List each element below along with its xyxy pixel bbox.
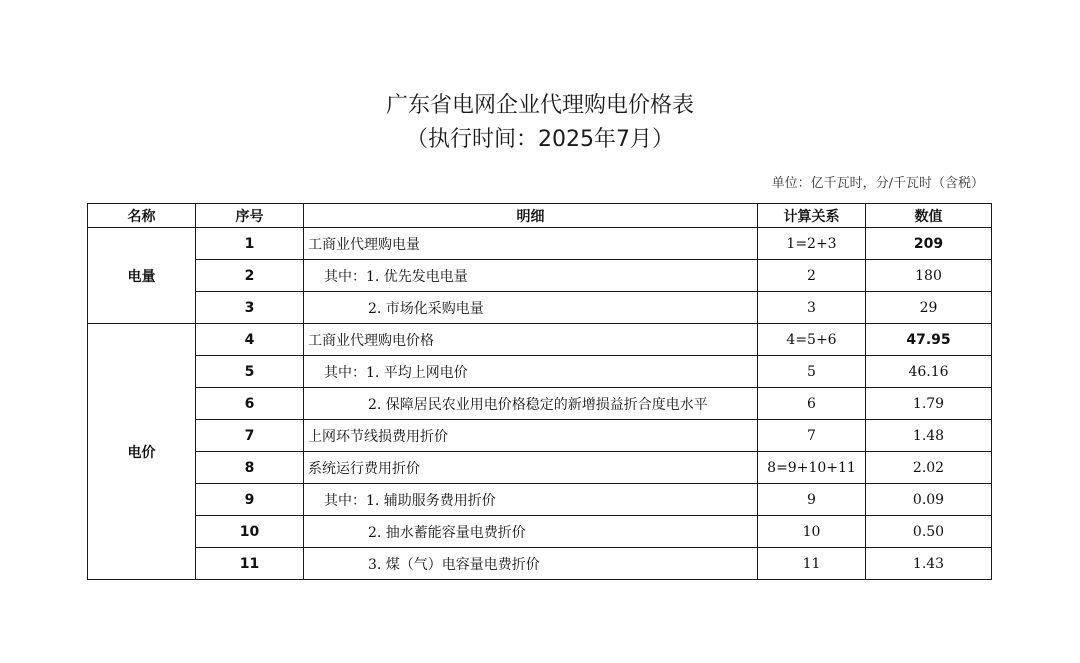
row-seq: 5 [196, 356, 304, 388]
page-subtitle: （执行时间：2025年7月） [406, 127, 674, 152]
unit-note: 单位：亿千瓦时，分/千瓦时（含税） [771, 176, 984, 191]
header-detail: 明细 [304, 204, 758, 228]
table-row [88, 452, 992, 484]
table-row [88, 292, 992, 324]
row-calc: 7 [758, 420, 866, 452]
row-value: 2.02 [866, 452, 992, 484]
table-row [88, 420, 992, 452]
row-seq: 9 [196, 484, 304, 516]
row-calc: 11 [758, 548, 866, 580]
row-detail: 工商业代理购电价格 [304, 324, 758, 356]
row-detail: 其中：1. 优先发电电量 [304, 260, 758, 292]
row-value: 209 [866, 228, 992, 260]
row-value: 29 [866, 292, 992, 324]
row-seq: 6 [196, 388, 304, 420]
table-row [88, 388, 992, 420]
row-calc: 3 [758, 292, 866, 324]
row-value: 1.43 [866, 548, 992, 580]
table-row [88, 516, 992, 548]
row-value: 1.79 [866, 388, 992, 420]
row-detail: 2. 抽水蓄能容量电费折价 [304, 516, 758, 548]
row-seq: 8 [196, 452, 304, 484]
row-calc: 2 [758, 260, 866, 292]
group-volume: 电量 [88, 228, 196, 324]
row-detail: 上网环节线损费用折价 [304, 420, 758, 452]
table-header-row [88, 204, 992, 228]
row-calc: 9 [758, 484, 866, 516]
row-value: 46.16 [866, 356, 992, 388]
header-value: 数值 [866, 204, 992, 228]
row-value: 47.95 [866, 324, 992, 356]
row-calc: 1=2+3 [758, 228, 866, 260]
page-title: 广东省电网企业代理购电价格表 [385, 93, 694, 118]
header-name: 名称 [88, 204, 196, 228]
header-calc: 计算关系 [758, 204, 866, 228]
table-row [88, 324, 992, 356]
row-seq: 11 [196, 548, 304, 580]
row-detail: 其中：1. 辅助服务费用折价 [304, 484, 758, 516]
row-seq: 2 [196, 260, 304, 292]
row-detail: 工商业代理购电量 [304, 228, 758, 260]
table-row [88, 260, 992, 292]
price-table [87, 203, 992, 580]
table-row [88, 356, 992, 388]
row-detail: 3. 煤（气）电容量电费折价 [304, 548, 758, 580]
row-value: 0.50 [866, 516, 992, 548]
row-calc: 6 [758, 388, 866, 420]
row-seq: 3 [196, 292, 304, 324]
row-value: 0.09 [866, 484, 992, 516]
row-calc: 5 [758, 356, 866, 388]
group-price: 电价 [88, 324, 196, 580]
row-calc: 8=9+10+11 [758, 452, 866, 484]
row-calc: 10 [758, 516, 866, 548]
row-seq: 1 [196, 228, 304, 260]
row-detail: 其中：1. 平均上网电价 [304, 356, 758, 388]
row-detail: 2. 市场化采购电量 [304, 292, 758, 324]
row-seq: 7 [196, 420, 304, 452]
row-value: 1.48 [866, 420, 992, 452]
row-seq: 10 [196, 516, 304, 548]
table-row [88, 548, 992, 580]
table-row [88, 484, 992, 516]
row-calc: 4=5+6 [758, 324, 866, 356]
table-row [88, 228, 992, 260]
header-seq: 序号 [196, 204, 304, 228]
row-seq: 4 [196, 324, 304, 356]
row-detail: 系统运行费用折价 [304, 452, 758, 484]
row-detail: 2. 保障居民农业用电价格稳定的新增损益折合度电水平 [304, 388, 758, 420]
row-value: 180 [866, 260, 992, 292]
